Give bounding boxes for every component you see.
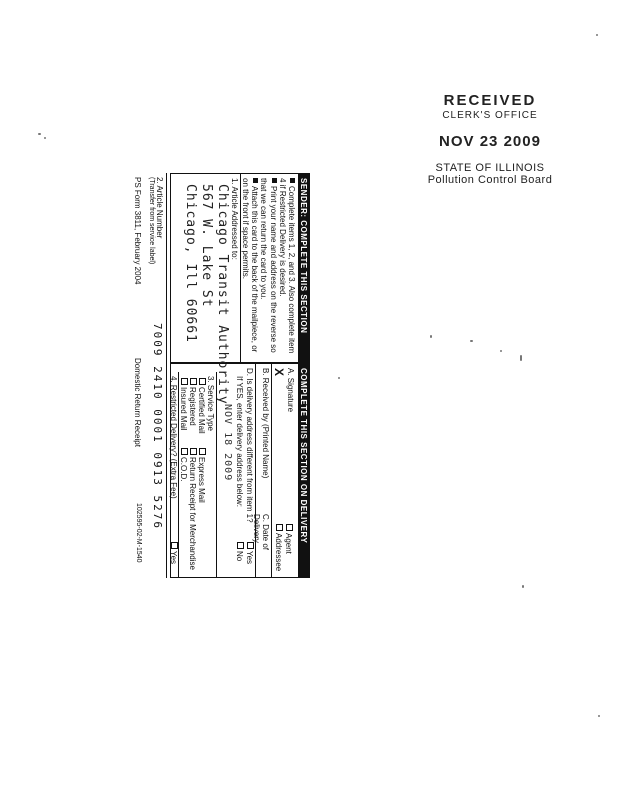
d-no-option: No	[235, 542, 244, 561]
footer-form: PS Form 3811, February 2004	[133, 177, 142, 285]
service-express: Express Mail	[197, 448, 206, 503]
d-question: D. Is delivery address different from item 1?	[245, 368, 254, 523]
footer-code: 102595-02-M-1540	[135, 503, 142, 563]
signature-x: X	[272, 368, 286, 377]
stamp-board: Pollution Control Board	[427, 174, 553, 186]
service-cod: C.O.D.	[179, 448, 188, 481]
registered-checkbox[interactable]	[190, 378, 197, 385]
service-return-receipt: Return Receipt for Merchandise	[188, 448, 197, 570]
stamp-date: NOV 23 2009	[439, 133, 541, 150]
footer-receipt: Domestic Return Receipt	[133, 358, 142, 447]
sender-header: SENDER: COMPLETE THIS SECTION	[298, 174, 309, 362]
bullet-1: Complete items 1, 2, and 3. Also complete item 4 if Restricted Delivery is desired.	[277, 178, 296, 354]
addressee-checkbox[interactable]	[276, 524, 283, 531]
cod-checkbox[interactable]	[181, 448, 188, 455]
address-line-3: Chicago, Ill 60661	[183, 184, 198, 343]
article-number-sub: (Transfer from service label)	[148, 177, 155, 265]
d-handwritten-date: NOV 18 2009	[222, 404, 233, 482]
insured-checkbox[interactable]	[181, 378, 188, 385]
agent-checkbox[interactable]	[286, 524, 293, 531]
service-registered: Registered	[188, 378, 197, 426]
stamp-office: CLERK'S OFFICE	[442, 110, 538, 121]
article-number-row	[148, 173, 167, 578]
express-checkbox[interactable]	[199, 448, 206, 455]
restricted-yes-option: Yes	[169, 542, 178, 564]
delivery-header: COMPLETE THIS SECTION ON DELIVERY	[298, 364, 309, 577]
stamp-state: STATE OF ILLINOIS	[435, 162, 545, 174]
agent-option: Agent	[284, 524, 293, 554]
certified-checkbox[interactable]	[199, 378, 206, 385]
article-number-value: 7009 2410 0001 0913 5276	[151, 323, 164, 530]
bullet-2: Print your name and address on the reverse so that we can return the card to you.	[259, 178, 278, 353]
service-certified: Certified Mail	[197, 378, 206, 434]
restricted-label: 4. Restricted Delivery? (Extra Fee)	[169, 376, 178, 499]
service-type-label: 3. Service Type	[206, 376, 215, 431]
bullet-3: Attach this card to the back of the mailpiece, or on the front if space permits.	[241, 178, 260, 353]
signature-label: A. Signature	[286, 368, 295, 413]
received-stamp	[400, 92, 580, 186]
address-line-1: Chicago Transit Authority	[215, 184, 230, 405]
d-enter: If YES, enter delivery address below:	[235, 376, 244, 508]
received-by-label: B. Received by (Printed Name)	[261, 368, 270, 479]
article-addressed-label: 1. Article Addressed to:	[230, 178, 239, 260]
restricted-yes-checkbox[interactable]	[171, 542, 178, 549]
addressee-option: Addressee	[274, 524, 283, 571]
return-receipt-card	[133, 173, 310, 578]
service-insured: Insured Mail	[179, 378, 188, 431]
d-no-checkbox[interactable]	[237, 542, 244, 549]
d-yes-option: Yes	[245, 542, 254, 564]
stamp-received: RECEIVED	[443, 92, 537, 109]
address-line-2: 567 W. Lake St	[199, 184, 214, 308]
article-number-label: 2. Article Number	[155, 177, 164, 239]
return-receipt-checkbox[interactable]	[190, 448, 197, 455]
d-yes-checkbox[interactable]	[247, 542, 254, 549]
date-delivery-label: C. Date of Delivery	[251, 514, 270, 551]
delivery-section	[170, 363, 310, 578]
